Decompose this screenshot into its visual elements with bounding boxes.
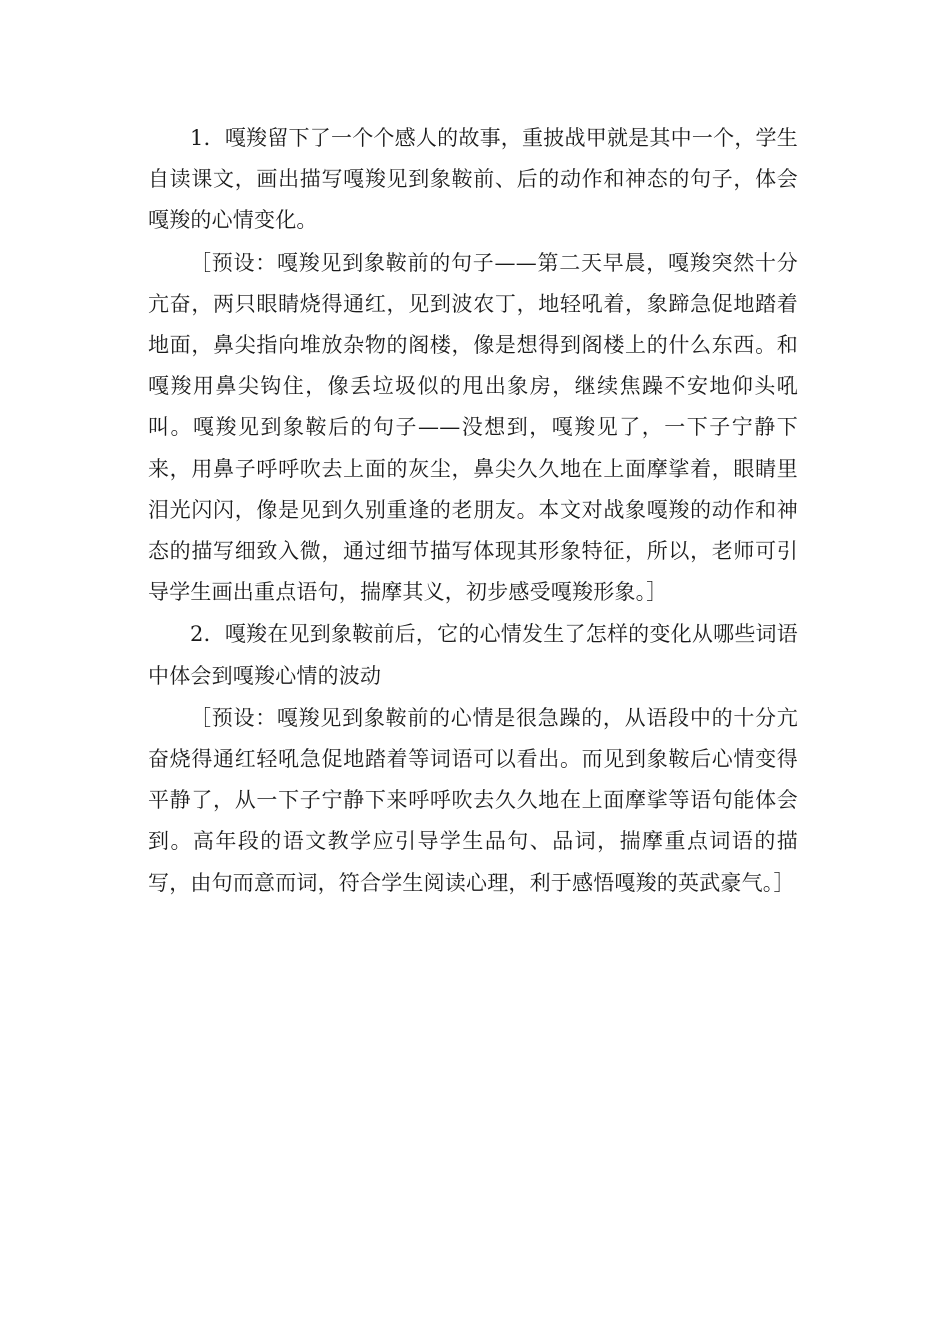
paragraph-question-1: 1．嘎羧留下了一个个感人的故事，重披战甲就是其中一个，学生自读课文，画出描写嘎羧见到象鞍前、后的动作和神态的句子，体会嘎羧的心情变化。 [148, 126, 798, 233]
document-body [148, 118, 798, 904]
paragraph-preset-1: ［预设：嘎羧见到象鞍前的句子——第二天早晨，嘎羧突然十分亢奋，两只眼睛烧得通红，见到波农丁，地轻吼着，象蹄急促地踏着地面，鼻尖指向堆放杂物的阁楼，像是想得到阁楼上的什么东西。和嘎羧用鼻尖钩住，像丢垃圾似的甩出象房，继续焦躁不安地仰头吼叫。嘎羧见到象鞍后的句子——没想到，嘎羧见了，一下子宁静下来，用鼻子呼呼吹去上面的灰尘，鼻尖久久地在上面摩挲着，眼睛里泪光闪闪，像是见到久别重逢的老朋友。本文对战象嘎羧的动作和神态的描写细致入微，通过细节描写体现其形象特征，所以，老师可引导学生画出重点语句，揣摩其义，初步感受嘎羧形象。］ [148, 250, 798, 605]
paragraph-question-2: 2．嘎羧在见到象鞍前后，它的心情发生了怎样的变化从哪些词语中体会到嘎羧心情的波动 [148, 622, 798, 688]
paragraph-preset-2: ［预设：嘎羧见到象鞍前的心情是很急躁的，从语段中的十分亢奋烧得通红轻吼急促地踏着等词语可以看出。而见到象鞍后心情变得平静了，从一下子宁静下来呼呼吹去久久地在上面摩挲等语句能体会到。高年段的语文教学应引导学生品句、品词，揣摩重点词语的描写，由句而意而词，符合学生阅读心理，利于感悟嘎羧的英武豪气。］ [148, 705, 798, 895]
